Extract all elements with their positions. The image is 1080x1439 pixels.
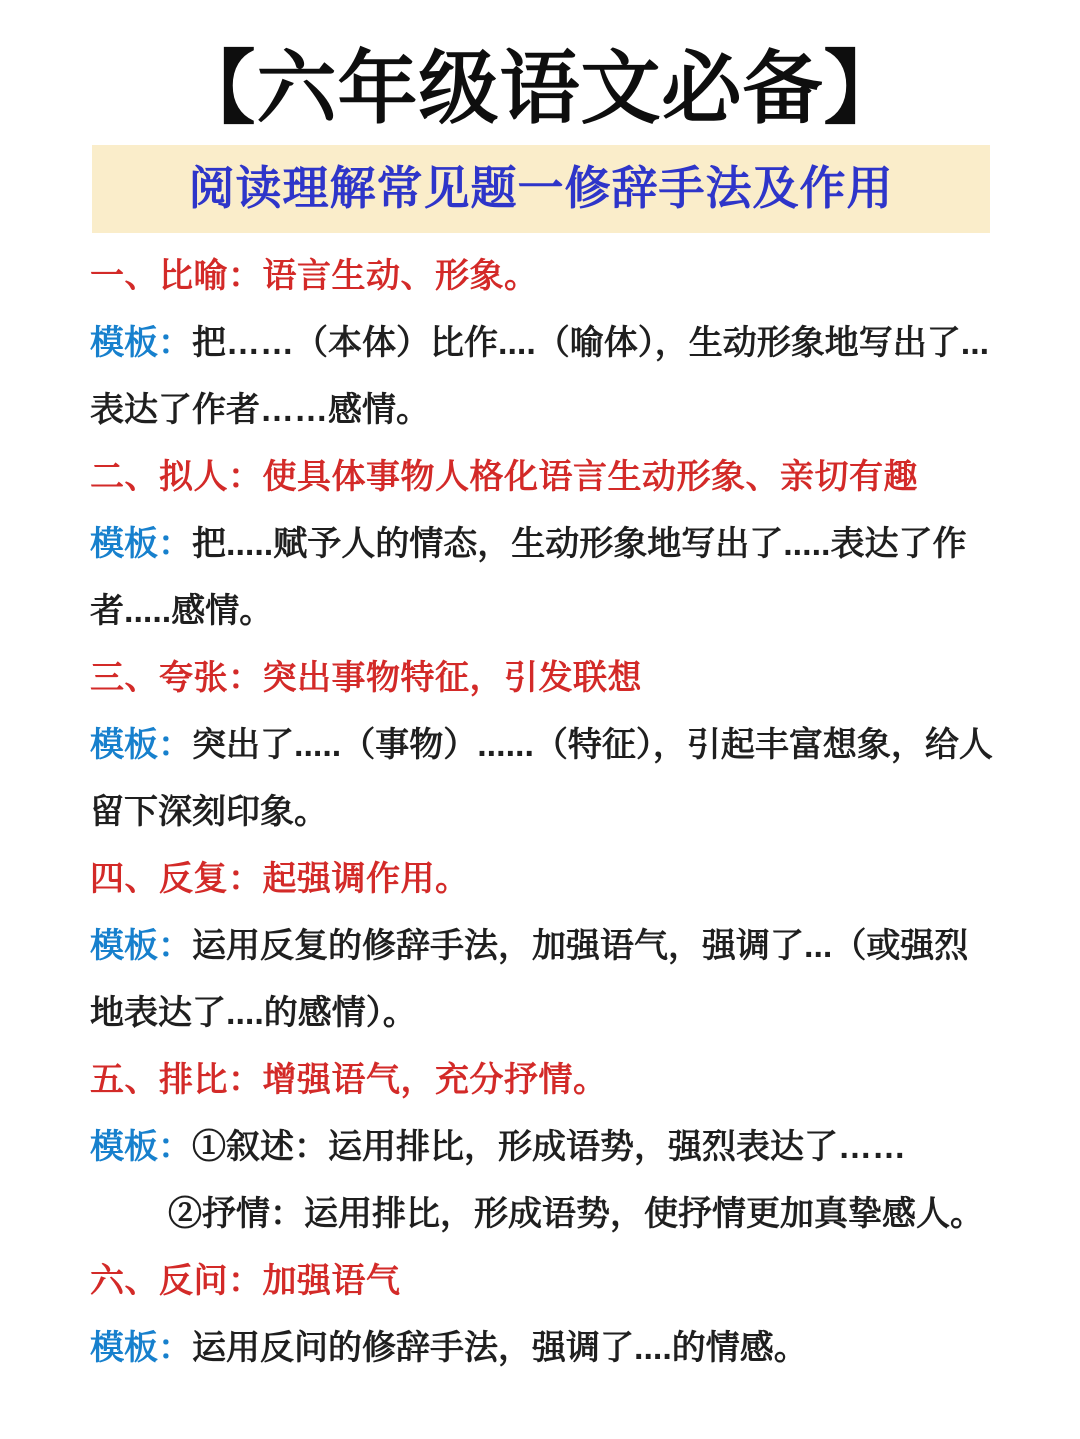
template-text-line2: ②抒情：运用排比，形成语势，使抒情更加真挚感人。 (168, 1195, 984, 1233)
section-heading: 六、反问：加强语气 (90, 1262, 401, 1300)
section-template (90, 913, 995, 1047)
template-label: 模板： (90, 927, 192, 965)
page-subtitle: 阅读理解常见题一修辞手法及作用 (188, 163, 894, 214)
subtitle-band (92, 145, 990, 233)
template-label: 模板： (90, 1329, 192, 1367)
template-text: 运用反复的修辞手法，加强语气，强调了...（或强烈地表达了....的感情）。 (90, 927, 969, 1032)
template-label: 模板： (90, 1128, 192, 1166)
section-template (90, 511, 995, 645)
section-template (90, 712, 995, 846)
template-text-line1: ①叙述：运用排比，形成语势，强烈表达了…… (192, 1128, 906, 1166)
section-personification (90, 444, 995, 645)
section-heading: 一、比喻：语言生动、形象。 (90, 257, 539, 295)
content-body (90, 243, 995, 1382)
section-heading: 三、夸张：突出事物特征，引发联想 (90, 659, 642, 697)
template-label: 模板： (90, 525, 192, 563)
section-heading: 二、拟人：使具体事物人格化语言生动形象、亲切有趣 (90, 458, 918, 496)
section-template (90, 1315, 995, 1382)
template-text: 突出了.....（事物）......（特征），引起丰富想象，给人留下深刻印象。 (90, 726, 993, 831)
section-metaphor (90, 243, 995, 444)
section-repetition (90, 846, 995, 1047)
section-rhetorical-question (90, 1248, 995, 1382)
section-template (90, 310, 995, 444)
template-label: 模板： (90, 726, 192, 764)
section-template (90, 1114, 995, 1181)
page-title: 【六年级语文必备】 (175, 46, 905, 134)
section-parallelism (90, 1047, 995, 1248)
template-text: 运用反问的修辞手法，强调了....的情感。 (192, 1329, 808, 1367)
section-heading: 五、排比：增强语气，充分抒情。 (90, 1061, 608, 1099)
template-text: 把.....赋予人的情态，生动形象地写出了.....表达了作者.....感情。 (90, 525, 967, 630)
section-heading: 四、反复：起强调作用。 (90, 860, 470, 898)
template-text: 把……（本体）比作....（喻体），生动形象地写出了...表达了作者……感情。 (90, 324, 990, 429)
section-hyperbole (90, 645, 995, 846)
template-label: 模板： (90, 324, 192, 362)
